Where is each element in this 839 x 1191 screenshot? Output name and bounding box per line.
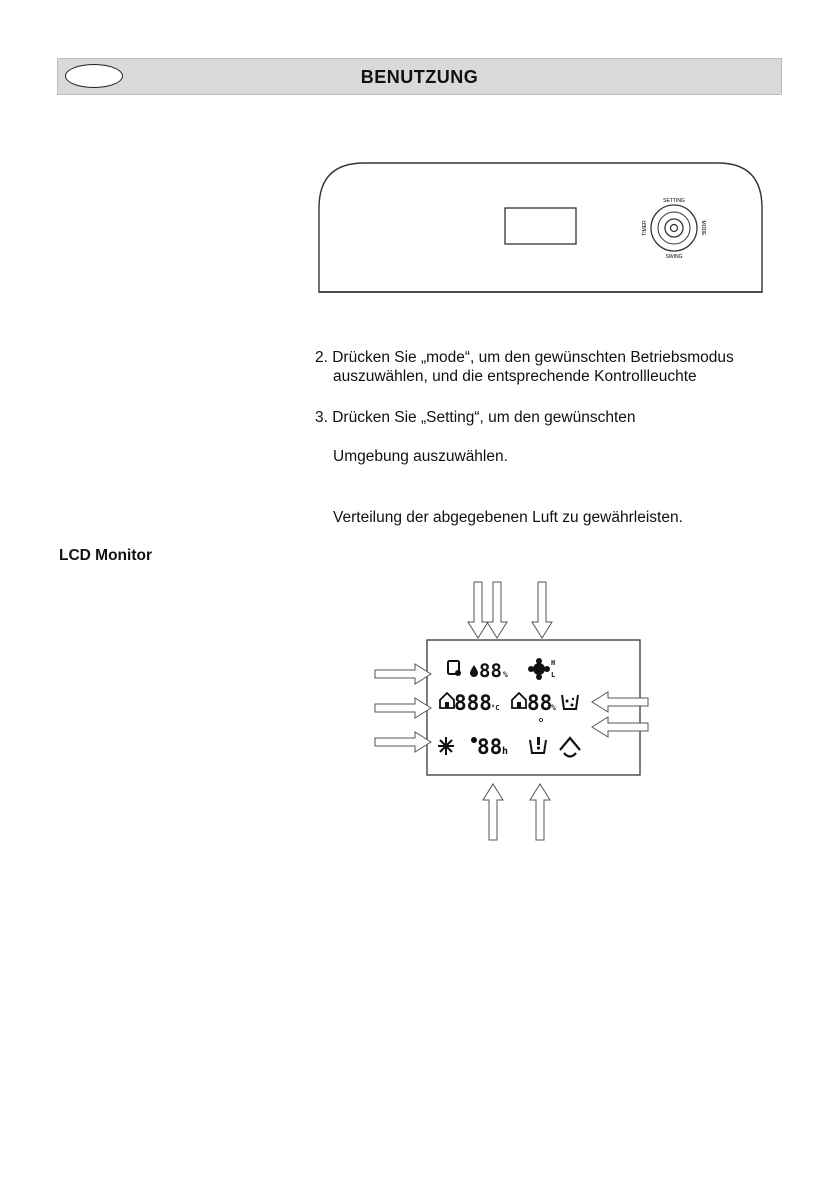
step2-line1: 2. Drücken Sie „mode“, um den gewünschten Betriebsmodus xyxy=(315,349,734,366)
step3-line1: 3. Drücken Sie „Setting“, um den gewünschten xyxy=(315,409,636,426)
set-humidity-digits: 88 xyxy=(527,691,553,715)
timer-hours-unit: h xyxy=(502,746,509,757)
display-window xyxy=(505,208,576,244)
lcd-monitor-heading: LCD Monitor xyxy=(59,547,152,564)
swing-air-icon xyxy=(560,738,580,757)
control-panel-illustration xyxy=(316,160,766,300)
fan-low-label: L xyxy=(551,671,556,679)
set-humidity-house-icon xyxy=(512,693,526,708)
fan-speed-icon xyxy=(528,658,550,680)
mode-button-label[interactable]: MODE xyxy=(700,220,706,236)
fan-high-label: H xyxy=(551,659,556,667)
timer-button-label[interactable]: TIMER xyxy=(642,220,648,236)
setting-button-label[interactable]: SETTING xyxy=(663,198,685,204)
drain-bucket-icon xyxy=(530,737,546,753)
humidity-drop-icon xyxy=(470,665,478,677)
callout-arrow-left-1 xyxy=(375,664,431,684)
indicator-dot-icon xyxy=(540,719,543,722)
water-tank-full-icon xyxy=(562,695,578,709)
callout-arrow-top-2 xyxy=(487,582,507,638)
callout-arrow-bottom-1 xyxy=(483,784,503,840)
instruction-step-2 xyxy=(315,348,734,386)
callout-arrow-top-3 xyxy=(532,582,552,638)
section-header xyxy=(57,58,782,95)
room-temp-house-icon xyxy=(440,693,454,708)
snowflake-icon xyxy=(438,737,454,755)
instruction-step3-line3: Verteilung der abgegebenen Luft zu gewährleisten. xyxy=(333,509,683,526)
callout-arrow-left-2 xyxy=(375,698,431,718)
instruction-step3-line2: Umgebung auszuwählen. xyxy=(333,448,508,465)
temperature-digits: 888 xyxy=(454,691,492,715)
humidity-digits: 88 xyxy=(479,660,502,682)
lcd-display-diagram xyxy=(370,577,650,845)
callout-arrow-top-1 xyxy=(468,582,488,638)
instruction-step-3 xyxy=(315,408,636,427)
humidity-percent-unit: % xyxy=(503,670,508,679)
callout-arrow-bottom-2 xyxy=(530,784,550,840)
set-humidity-percent-unit: % xyxy=(551,703,556,712)
swing-button-label[interactable]: SWING xyxy=(665,254,683,260)
section-title: BENUTZUNG xyxy=(360,67,479,87)
step2-line2: auszuwählen, und die entsprechende Kontrollleuchte xyxy=(333,368,697,385)
callout-arrow-left-3 xyxy=(375,732,431,752)
tank-icon xyxy=(448,661,461,676)
temperature-unit: °C xyxy=(491,704,500,712)
timer-digits: 88 xyxy=(477,735,503,759)
control-knob[interactable] xyxy=(651,205,697,251)
